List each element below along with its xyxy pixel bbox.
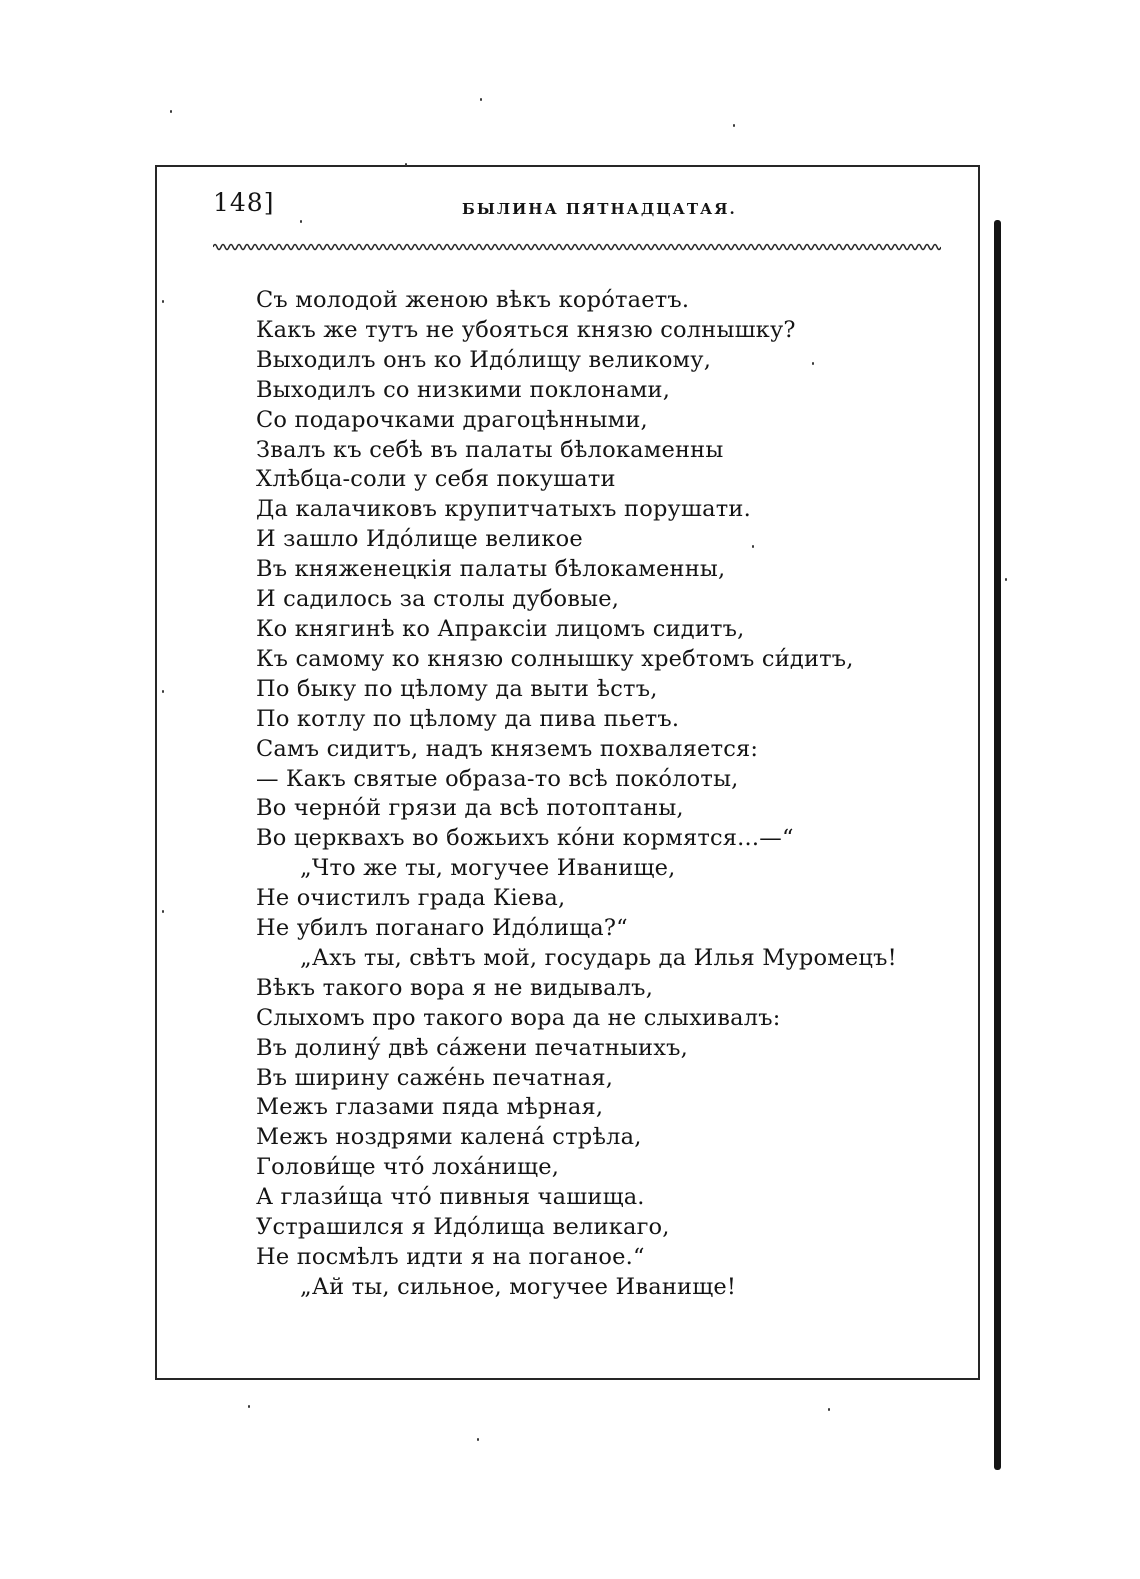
verse-line: — Какъ святые образа-то всѣ поко́лоты,: [256, 765, 739, 792]
verse-line: Голови́ще что́ лоха́нище,: [256, 1154, 560, 1181]
verse-line: Да калачиковъ крупитчатыхъ порушати.: [256, 496, 751, 523]
verse-line: А глази́ща что́ пивныя чашища.: [256, 1184, 645, 1211]
verse-line: Хлѣбца-соли у себя покушати: [256, 466, 616, 493]
verse-line: Въ княженецкія палаты бѣлокаменны,: [256, 556, 726, 583]
verse-text: [256, 286, 971, 1303]
verse-line: Звалъ къ себѣ въ палаты бѣлокаменны: [256, 436, 724, 463]
verse-line: Самъ сидитъ, надъ княземъ похваляется:: [256, 735, 759, 762]
binding-shadow: [994, 220, 1001, 1470]
speck: [480, 98, 482, 101]
verse-line: Межъ глазами пяда мѣрная,: [256, 1094, 604, 1121]
verse-line: „Ай ты, сильное, могучее Иванище!: [300, 1273, 737, 1300]
speck: [170, 110, 172, 113]
verse-line: И зашло Идо́лище великое: [256, 526, 583, 553]
speck: [162, 910, 164, 913]
ornamental-rule: [213, 240, 941, 254]
verse-line: Слыхомъ про такого вора да не слыхивалъ:: [256, 1004, 781, 1031]
verse-line: По котлу по цѣлому да пива пьетъ.: [256, 705, 680, 732]
speck: [162, 690, 164, 693]
speck: [300, 220, 302, 223]
verse-line: Не убилъ поганаго Идо́лища?“: [256, 915, 628, 942]
verse-line: Межъ ноздрями калена́ стрѣла,: [256, 1124, 642, 1151]
verse-line: Выходилъ со низкими поклонами,: [256, 376, 671, 403]
verse-line: Во черно́й грязи да всѣ потоптаны,: [256, 795, 684, 822]
verse-line: Вѣкъ такого вора я не видывалъ,: [256, 974, 654, 1001]
verse-line: Къ самому ко князю солнышку хребтомъ си́дитъ,: [256, 645, 854, 672]
verse-line: „Ахъ ты, свѣтъ мой, государь да Илья Муромецъ!: [300, 944, 897, 971]
verse-line: Какъ же тутъ не убояться князю солнышку?: [256, 316, 796, 343]
speck: [248, 1405, 250, 1408]
page-number: 148]: [213, 188, 275, 217]
verse-line: И садилось за столы дубовые,: [256, 586, 620, 613]
verse-line: Выходилъ онъ ко Идо́лищу великому,: [256, 346, 712, 373]
verse-line: Въ долину́ двѣ са́жени печатныихъ,: [256, 1034, 688, 1061]
verse-line: „Что же ты, могучее Иванище,: [300, 855, 676, 882]
verse-line: Съ молодой женою вѣкъ коро́таетъ.: [256, 287, 690, 313]
verse-line: Устрашился я Идо́лища великаго,: [256, 1214, 670, 1241]
verse-line: По быку по цѣлому да выти ѣстъ,: [256, 675, 658, 702]
verse-line: Во церквахъ во божьихъ ко́ни кормятся...—“: [256, 825, 794, 852]
speck: [733, 124, 735, 127]
verse-line: Не посмѣлъ идти я на поганое.“: [256, 1244, 645, 1270]
speck: [1005, 578, 1007, 581]
verse-line: Не очистилъ града Кіева,: [256, 885, 566, 912]
speck: [477, 1438, 479, 1441]
verse-line: Въ ширину саже́нь печатная,: [256, 1064, 614, 1091]
running-title: БЫЛИНА ПЯТНАДЦАТАЯ.: [462, 200, 737, 218]
verse-line: Со подарочками драгоцѣнными,: [256, 406, 648, 433]
verse-line: Ко княгинѣ ко Апраксіи лицомъ сидитъ,: [256, 615, 745, 642]
speck: [405, 163, 407, 166]
speck: [162, 300, 164, 303]
speck: [828, 1408, 830, 1411]
